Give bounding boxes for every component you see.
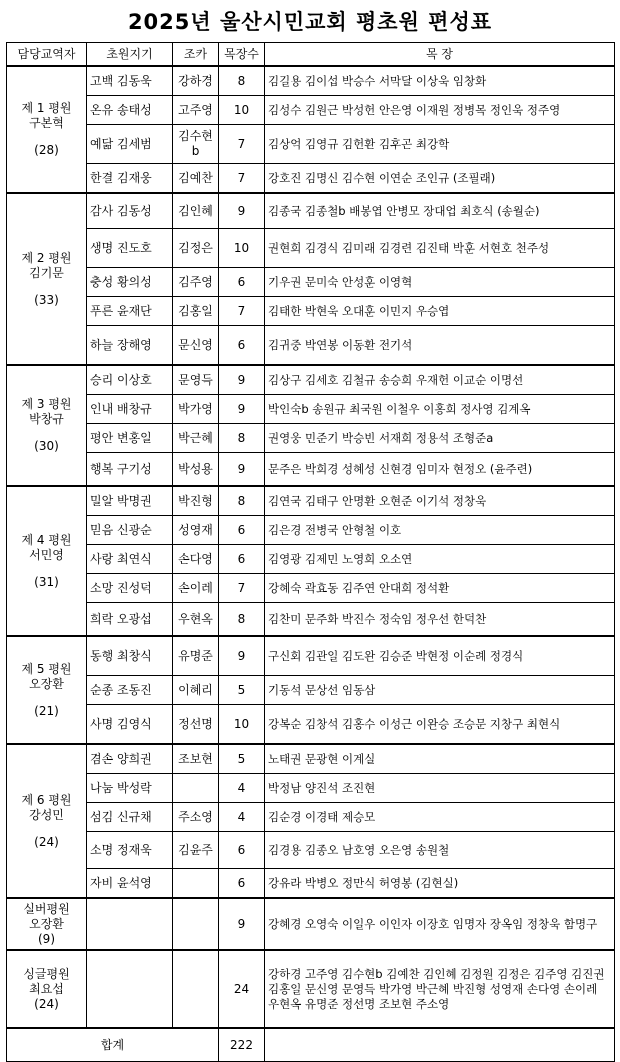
cell-count: 10 bbox=[219, 705, 265, 745]
group-pastor: 구본혁 bbox=[29, 116, 64, 130]
table-row bbox=[7, 832, 615, 869]
assistant-name: 손이레 bbox=[173, 574, 219, 603]
assistant-name: 문신영 bbox=[173, 326, 219, 366]
table-row bbox=[7, 66, 615, 96]
group-pastor-cell bbox=[7, 193, 87, 365]
member-list: 강하경 고주영 김수현b 김예찬 김인혜 김정원 김정은 김주영 김진권 김홍일 문신영 문영득 박가영 박근혜 박진형 성영재 손다영 손이레 우현옥 유명준 정선명 조보현 주소영 bbox=[265, 950, 615, 1028]
member-list: 강복순 김창석 김홍수 이성근 이완승 조승문 지창구 최현식 bbox=[265, 705, 615, 745]
group-pastor: 오장환 bbox=[29, 916, 64, 931]
group-count: (9) bbox=[38, 931, 55, 946]
cell-leader: 한결 김재웅 bbox=[87, 164, 173, 194]
table-row bbox=[7, 268, 615, 297]
table-row bbox=[7, 326, 615, 366]
group-pastor-cell bbox=[7, 898, 87, 950]
group-pastor: 박창규 bbox=[29, 412, 64, 426]
member-list: 박인숙b 송원규 최국원 이철우 이홍희 정사영 김계옥 bbox=[265, 395, 615, 424]
cell-count: 8 bbox=[219, 66, 265, 96]
member-list: 김경용 김종오 남호영 오은영 송원철 bbox=[265, 832, 615, 869]
cell-count: 9 bbox=[219, 636, 265, 676]
assistant-name: 성영재 bbox=[173, 516, 219, 545]
group-count: (28) bbox=[34, 143, 59, 157]
group-name: 제 4 평원 bbox=[21, 532, 72, 547]
group-pastor: 최요섭 bbox=[29, 981, 64, 996]
group-pastor: 강성민 bbox=[29, 807, 64, 822]
cell-leader: 자비 윤석영 bbox=[87, 869, 173, 899]
assistant-name: 강하경 bbox=[173, 66, 219, 96]
table-row bbox=[7, 453, 615, 487]
group-pastor-cell bbox=[7, 486, 87, 636]
assistant-name: 김주영 bbox=[173, 268, 219, 297]
member-list: 권현희 김경식 김미래 김경련 김진태 박훈 서현호 천주성 bbox=[265, 229, 615, 268]
member-list: 박정남 양진석 조진현 bbox=[265, 774, 615, 803]
member-list: 강혜숙 곽효동 김주연 안대희 정석환 bbox=[265, 574, 615, 603]
group-count: (24) bbox=[34, 834, 59, 849]
assistant-name: 박진형 bbox=[173, 486, 219, 516]
table-row bbox=[7, 705, 615, 745]
cell-leader: 감사 김동성 bbox=[87, 193, 173, 229]
header-assistant: 조카 bbox=[173, 43, 219, 67]
group-name: 실버평원 bbox=[23, 901, 70, 916]
cell-count: 10 bbox=[219, 229, 265, 268]
member-list: 권영웅 민준기 박승빈 서재희 정용석 조형준a bbox=[265, 424, 615, 453]
assistant-name: 김수현b bbox=[173, 125, 219, 164]
table-row bbox=[7, 164, 615, 194]
cell-leader: 믿음 신광순 bbox=[87, 516, 173, 545]
table-row bbox=[7, 229, 615, 268]
cell-leader: 하늘 장해영 bbox=[87, 326, 173, 366]
table-row bbox=[7, 774, 615, 803]
assistant-name: 박근혜 bbox=[173, 424, 219, 453]
cell-count: 9 bbox=[219, 898, 265, 950]
cell-count: 9 bbox=[219, 395, 265, 424]
member-list: 김성수 김원근 박성헌 안은영 이재원 정병목 정인욱 정주영 bbox=[265, 96, 615, 125]
member-list: 기우권 문미숙 안성훈 이영혁 bbox=[265, 268, 615, 297]
cell-leader: 온유 송태성 bbox=[87, 96, 173, 125]
table-row bbox=[7, 950, 615, 1028]
total-empty bbox=[265, 1028, 615, 1062]
member-list: 김연국 김태구 안명환 오현준 이기석 정창욱 bbox=[265, 486, 615, 516]
cell-leader: 밀알 박명권 bbox=[87, 486, 173, 516]
assistant-name: 손다영 bbox=[173, 545, 219, 574]
cell-leader: 예닮 김세범 bbox=[87, 125, 173, 164]
cell-leader: 동행 최창식 bbox=[87, 636, 173, 676]
table-row bbox=[7, 297, 615, 326]
table-row bbox=[7, 486, 615, 516]
group-pastor: 서민영 bbox=[29, 547, 64, 562]
assistant-name: 김인혜 bbox=[173, 193, 219, 229]
member-list: 김순경 이경태 제승모 bbox=[265, 803, 615, 832]
cell-count: 7 bbox=[219, 164, 265, 194]
cell-leader bbox=[87, 898, 173, 950]
table-row bbox=[7, 424, 615, 453]
group-name: 제 3 평원 bbox=[21, 397, 72, 411]
cell-leader: 나눔 박성락 bbox=[87, 774, 173, 803]
assistant-name bbox=[173, 869, 219, 899]
assistant-name bbox=[173, 898, 219, 950]
cell-leader: 푸른 윤재단 bbox=[87, 297, 173, 326]
member-list: 김상구 김세호 김철규 송승희 우재헌 이교순 이명선 bbox=[265, 365, 615, 395]
cell-count: 6 bbox=[219, 545, 265, 574]
cell-leader: 사명 김영식 bbox=[87, 705, 173, 745]
cell-leader: 고백 김동욱 bbox=[87, 66, 173, 96]
header-pastor: 담당교역자 bbox=[7, 43, 87, 67]
member-list: 김은경 전병국 안형철 이호 bbox=[265, 516, 615, 545]
group-pastor-cell bbox=[7, 744, 87, 898]
cell-leader: 섬김 신규채 bbox=[87, 803, 173, 832]
assistant-name: 박가영 bbox=[173, 395, 219, 424]
cell-count: 6 bbox=[219, 516, 265, 545]
assistant-name: 문영득 bbox=[173, 365, 219, 395]
cell-count: 7 bbox=[219, 125, 265, 164]
assistant-name: 김윤주 bbox=[173, 832, 219, 869]
table-row bbox=[7, 125, 615, 164]
member-list: 노태권 문광현 이계실 bbox=[265, 744, 615, 774]
total-label: 합계 bbox=[7, 1028, 219, 1062]
group-count: (21) bbox=[34, 703, 59, 718]
group-pastor-cell bbox=[7, 636, 87, 744]
member-list: 김귀중 박연봉 이동환 전기석 bbox=[265, 326, 615, 366]
assistant-name: 정선명 bbox=[173, 705, 219, 745]
cell-count: 7 bbox=[219, 297, 265, 326]
cell-leader: 희락 오광섭 bbox=[87, 603, 173, 637]
cell-leader: 생명 진도호 bbox=[87, 229, 173, 268]
assistant-name: 고주영 bbox=[173, 96, 219, 125]
roster-body bbox=[7, 66, 615, 1028]
cell-count: 6 bbox=[219, 869, 265, 899]
cell-leader: 사랑 최연식 bbox=[87, 545, 173, 574]
assistant-name: 유명준 bbox=[173, 636, 219, 676]
cell-count: 5 bbox=[219, 744, 265, 774]
assistant-name bbox=[173, 774, 219, 803]
group-count: (24) bbox=[34, 996, 59, 1011]
table-row bbox=[7, 869, 615, 899]
assistant-name: 이혜리 bbox=[173, 676, 219, 705]
cell-count: 6 bbox=[219, 268, 265, 297]
header-count: 목장수 bbox=[219, 43, 265, 67]
assistant-name: 박성용 bbox=[173, 453, 219, 487]
cell-leader: 평안 변홍일 bbox=[87, 424, 173, 453]
group-pastor: 김기문 bbox=[29, 265, 64, 280]
table-row bbox=[7, 96, 615, 125]
cell-leader: 승리 이상호 bbox=[87, 365, 173, 395]
header-row bbox=[7, 43, 615, 67]
assistant-name: 김홍일 bbox=[173, 297, 219, 326]
cell-count: 6 bbox=[219, 326, 265, 366]
cell-count: 8 bbox=[219, 603, 265, 637]
group-count: (30) bbox=[34, 439, 59, 453]
group-pastor-cell bbox=[7, 950, 87, 1028]
cell-count: 8 bbox=[219, 486, 265, 516]
table-row bbox=[7, 636, 615, 676]
group-count: (31) bbox=[34, 574, 59, 589]
cell-leader: 충성 황의성 bbox=[87, 268, 173, 297]
assistant-name: 우현옥 bbox=[173, 603, 219, 637]
group-pastor: 오장환 bbox=[29, 676, 64, 691]
table-row bbox=[7, 574, 615, 603]
cell-count: 24 bbox=[219, 950, 265, 1028]
total-count: 222 bbox=[219, 1028, 265, 1062]
header-members: 목 장 bbox=[265, 43, 615, 67]
table-row bbox=[7, 193, 615, 229]
group-pastor-cell bbox=[7, 365, 87, 486]
assistant-name bbox=[173, 950, 219, 1028]
member-list: 강유라 박병오 정만식 허영봉 (김현실) bbox=[265, 869, 615, 899]
cell-count: 5 bbox=[219, 676, 265, 705]
member-list: 강호진 김명신 김수현 이연순 조인규 (조필래) bbox=[265, 164, 615, 194]
group-name: 제 1 평원 bbox=[21, 101, 72, 115]
table-row bbox=[7, 803, 615, 832]
table-row bbox=[7, 603, 615, 637]
group-count: (33) bbox=[34, 292, 59, 307]
group-name: 싱글평원 bbox=[23, 966, 70, 981]
cell-leader: 소망 진성덕 bbox=[87, 574, 173, 603]
group-name: 제 5 평원 bbox=[21, 661, 72, 676]
group-name: 제 2 평원 bbox=[21, 250, 72, 265]
cell-count: 9 bbox=[219, 193, 265, 229]
table-row bbox=[7, 744, 615, 774]
cell-leader: 인내 배창규 bbox=[87, 395, 173, 424]
assistant-name: 김정은 bbox=[173, 229, 219, 268]
group-pastor-cell bbox=[7, 66, 87, 193]
cell-count: 8 bbox=[219, 424, 265, 453]
table-row bbox=[7, 516, 615, 545]
member-list: 강혜경 오영숙 이일우 이인자 이장호 임명자 장옥임 정창욱 함명구 bbox=[265, 898, 615, 950]
cell-leader: 행복 구기성 bbox=[87, 453, 173, 487]
cell-count: 7 bbox=[219, 574, 265, 603]
page-title: 2025년 울산시민교회 평초원 편성표 bbox=[127, 10, 493, 34]
member-list: 김찬미 문주화 박진수 정숙임 정우선 한덕찬 bbox=[265, 603, 615, 637]
cell-leader: 소명 정재욱 bbox=[87, 832, 173, 869]
cell-count: 6 bbox=[219, 832, 265, 869]
table-row bbox=[7, 898, 615, 950]
assistant-name: 김예찬 bbox=[173, 164, 219, 194]
member-list: 김태한 박현욱 오대훈 이민지 우승엽 bbox=[265, 297, 615, 326]
cell-leader: 겸손 양희권 bbox=[87, 744, 173, 774]
member-list: 기동석 문상선 임동삼 bbox=[265, 676, 615, 705]
cell-count: 4 bbox=[219, 803, 265, 832]
member-list: 김영광 김제민 노영희 오소연 bbox=[265, 545, 615, 574]
member-list: 김길용 김이섭 박승수 서막달 이상욱 임창화 bbox=[265, 66, 615, 96]
table-row bbox=[7, 365, 615, 395]
member-list: 문주은 박희경 성혜성 신현경 임미자 현정오 (윤주련) bbox=[265, 453, 615, 487]
table-row bbox=[7, 395, 615, 424]
total-row bbox=[7, 1028, 615, 1062]
member-list: 김상억 김영규 김헌환 김후곤 최강학 bbox=[265, 125, 615, 164]
roster-table bbox=[6, 42, 615, 1062]
assistant-name: 조보현 bbox=[173, 744, 219, 774]
cell-leader: 순종 조동진 bbox=[87, 676, 173, 705]
cell-count: 9 bbox=[219, 453, 265, 487]
cell-count: 10 bbox=[219, 96, 265, 125]
member-list: 구신회 김관일 김도완 김승준 박현정 이순례 정경식 bbox=[265, 636, 615, 676]
cell-count: 4 bbox=[219, 774, 265, 803]
group-name: 제 6 평원 bbox=[21, 792, 72, 807]
cell-leader bbox=[87, 950, 173, 1028]
table-row bbox=[7, 545, 615, 574]
assistant-name: 주소영 bbox=[173, 803, 219, 832]
cell-count: 9 bbox=[219, 365, 265, 395]
header-cell-leader: 초원지기 bbox=[87, 43, 173, 67]
table-row bbox=[7, 676, 615, 705]
member-list: 김종국 김종철b 배봉엽 안병모 장대업 최호식 (송월순) bbox=[265, 193, 615, 229]
